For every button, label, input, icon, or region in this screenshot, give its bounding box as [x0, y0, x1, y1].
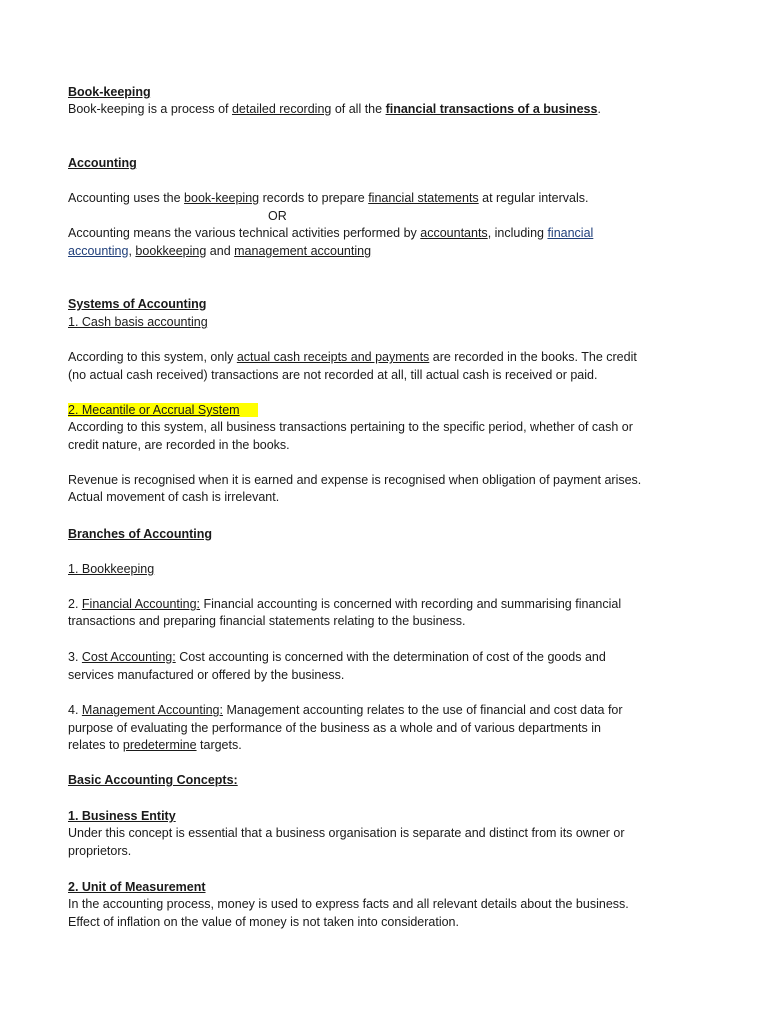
cash-basis-title: 1. Cash basis accounting — [68, 315, 208, 329]
text-span: Financial Accounting: — [81, 597, 201, 611]
text-span: of all the — [331, 102, 386, 116]
business-entity-text-1: Under this concept is essential that a business organisation is separate and distinct from its owner or — [68, 826, 625, 840]
text-span: are recorded in the books. The credit — [429, 350, 637, 364]
branch-management-1 — [68, 702, 623, 719]
text-span: Financial accounting is concerned with recording and summarising financial — [200, 597, 622, 611]
text-span: 4. — [68, 703, 82, 717]
revenue-text-2: Actual movement of cash is irrelevant. — [68, 490, 280, 504]
accounting-heading: Accounting — [68, 156, 137, 170]
or-separator: OR — [268, 209, 287, 223]
branch-bookkeeping: 1. Bookkeeping — [68, 562, 155, 576]
text-span: , — [128, 244, 136, 258]
accounting-definition-1 — [68, 190, 588, 207]
business-entity-title: 1. Business Entity — [68, 809, 176, 823]
text-span: . — [597, 102, 601, 116]
branches-heading: Branches of Accounting — [68, 527, 212, 541]
text-span: , including — [487, 226, 548, 240]
text-span: and — [206, 244, 235, 258]
text-span: at regular intervals. — [478, 191, 589, 205]
systems-heading: Systems of Accounting — [68, 297, 207, 311]
mercantile-text-2: credit nature, are recorded in the books. — [68, 438, 290, 452]
cash-basis-text-1 — [68, 349, 637, 366]
accounting-definition-2-cont — [68, 243, 371, 260]
text-span: According to this system, only — [68, 350, 237, 364]
branch-management-3 — [68, 737, 242, 754]
highlighted-title: 2. Mecantile or Accrual System — [68, 403, 258, 417]
text-span: Cost Accounting: — [81, 650, 176, 664]
text-span: bookkeeping — [135, 244, 207, 258]
bookkeeping-definition — [68, 101, 601, 118]
text-span: records to prepare — [259, 191, 369, 205]
text-span: financial transactions of a business — [385, 102, 598, 116]
text-span: 2. — [68, 597, 82, 611]
text-span: Cost accounting is concerned with the determination of cost of the goods and — [175, 650, 606, 664]
text-span: Accounting means the various technical activities performed by — [68, 226, 421, 240]
branch-cost-1 — [68, 649, 606, 666]
mercantile-title — [68, 402, 258, 419]
text-span: Management Accounting: — [81, 703, 223, 717]
text-span: management accounting — [234, 244, 372, 258]
revenue-text-1: Revenue is recognised when it is earned and expense is recognised when obligation of payment arises. — [68, 473, 642, 487]
text-span: predetermine — [122, 738, 197, 752]
text-span: Accounting uses the — [68, 191, 185, 205]
branch-financial-1 — [68, 596, 621, 613]
bookkeeping-heading: Book-keeping — [68, 85, 151, 99]
text-span: Management accounting relates to the use of financial and cost data for — [222, 703, 623, 717]
financial-accounting-link[interactable]: financial — [547, 226, 594, 240]
cash-basis-text-2: (no actual cash received) transactions are not recorded at all, till actual cash is received or paid. — [68, 368, 598, 382]
unit-measurement-text-1: In the accounting process, money is used to express facts and all relevant details about the business. — [68, 897, 629, 911]
branch-cost-2: services manufactured or offered by the business. — [68, 668, 345, 682]
text-span: 3. — [68, 650, 82, 664]
branch-financial-2: transactions and preparing financial statements relating to the business. — [68, 614, 466, 628]
text-span: detailed recording — [231, 102, 332, 116]
text-span: Book-keeping is a process of — [68, 102, 232, 116]
accounting-link[interactable]: accounting — [68, 244, 129, 258]
accounting-definition-2 — [68, 225, 593, 242]
branch-management-2: purpose of evaluating the performance of the business as a whole and of various departments in — [68, 721, 601, 735]
business-entity-text-2: proprietors. — [68, 844, 132, 858]
unit-measurement-text-2: Effect of inflation on the value of money is not taken into consideration. — [68, 915, 459, 929]
text-span: actual cash receipts and payments — [236, 350, 430, 364]
text-span: book-keeping — [184, 191, 260, 205]
unit-measurement-title: 2. Unit of Measurement — [68, 880, 206, 894]
mercantile-text-1: According to this system, all business transactions pertaining to the specific period, whether of cash or — [68, 420, 633, 434]
text-span: targets. — [196, 738, 242, 752]
text-span: accountants — [420, 226, 488, 240]
concepts-heading: Basic Accounting Concepts: — [68, 773, 238, 787]
text-span: relates to — [68, 738, 123, 752]
text-span: financial statements — [368, 191, 479, 205]
